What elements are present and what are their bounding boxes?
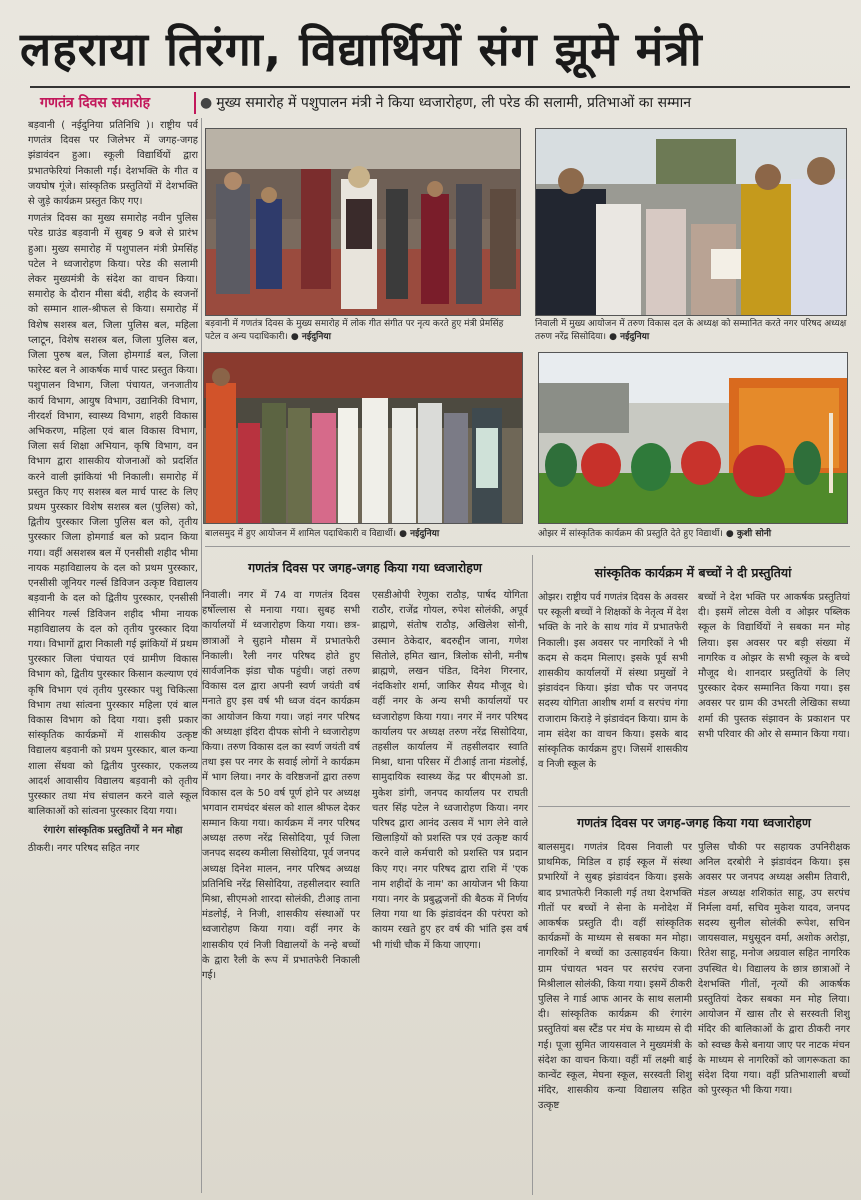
headline-rule	[30, 86, 850, 88]
left-column-story	[28, 118, 198, 1198]
left-para-3: ठीकरी। नगर परिषद सहित नगर	[28, 842, 140, 854]
balsamud-heading: गणतंत्र दिवस पर जगह-जगह किया गया ध्वजारोहण	[538, 813, 850, 833]
left-para-2: गणतंत्र दिवस का मुख्य समारोह नवीन पुलिस परेड ग्राउंड बड़वानी में सुबह 9 बजे से प्रारंभ हुआ। मुख्य समारोह में पशुपालन मंत्री प्रेमसिंह पटेल ने ध्वजारोहण किया। परेड की सलामी लेकर मुख्यमंत्री के संदेश का वाचन किया। समारोह के दौरान मीसा बंदी, शहीद के स्वजनों को सम्मान शाल-श्रीफल से किया। समारोह में विशेष सशस्त्र बल, जिला पुलिस बल, महिला प्लाटून, विशेष सशस्त्र बल, जिला पुलिस बल, जिला पुरुष बल, जिला होमगार्ड बल, जिला फारेस्ट बल ने आकर्षक मार्च पास्ट प्रस्तुत किया। पशुपालन विभाग, जिला पंचायत, जनजातीय कार्य विभाग, आयुष विभाग, उद्यानिकी विभाग, नीरदर्श विभाग, स्वास्थ्य विभाग, शहरी विकास अभिकरण, महिला एवं बाल विकास विभाग, जिला सर्व शिक्षा अभियान, कृषि विभाग, वन विभाग द्वारा शासकीय योजनाओं को प्रदर्शित करने वाली झांकियां भी निकाली। समारोह में प्रस्तुत किए गए सशस्त्र बल मार्च पास्ट के लिए प्रथम पुरस्कार विशेष सशस्त्र बल (पुलिस) को, द्वितीय पुरस्कार जिला पुलिस बल को, तृतीय पुरस्कार जिला होमगार्ड बल को प्रदान किया गया। वहीं असशस्त्र बल में एनसीसी शहीद भीमा नायक महाविद्यालय के दल को प्रथम पुरस्कार, एनसीसी जूनियर गर्ल्स डिविजन उत्कृष्ट विद्यालय बड़वानी के दल को द्वितीय पुरस्कार, एनसीसी सीनियर गर्ल्स डिविजन शहीद भीमा नायक महाविद्यालय के दल को तृतीय पुरस्कार दिया गया। विभागों द्वारा निकाली गई झांकियों में प्रथम पुरस्कार जिला पंचायत एवं ग्रामीण विकास विभाग को, द्वितीय पुरस्कार किसान कल्याण एवं कृषि विभाग एवं तृतीय पुरस्कार पशु चिकित्सा विभाग तथा सांत्वना पुरस्कार महिला एवं बाल विकास विभाग को दिया गया। इसी प्रकार सांस्कृतिक कार्यक्रमों में शासकीय उत्कृष्ट विद्यालय बड़वानी को प्रथम पुरस्कार, बाल कन्या शाला सेंधवा को द्वितीय पुरस्कार, एकलव्य आदर्श आवासीय विद्यालय बड़वानी को तृतीय पुरस्कार तथा मंच संचालन करने वाले स्कूल बालिकाओं को सांत्वना पुरस्कार दिया गया।	[28, 213, 198, 818]
left-subheading: रंगारंग सांस्कृतिक प्रस्तुतियों ने मन मोहा	[43, 825, 183, 837]
niwali-col-2: एसडीओपी रेणुका राठौड़, पार्षद योगिता राठौर, राजेंद्र गोयल, रुपेश सोलंकी, अपूर्व ब्राह्मणे, संतोष राठौड़, अखिलेश सोनी, उस्मान ठेकेदार, बदरुद्दीन जाना, गणेश सितोले, हमित खान, त्रिलोक सोनी, मनीष ब्राह्मणे, लखन पंडित, दिनेश गिरनार, नंदकिशोर शर्मा, जाकिर सैयद मौजूद थे। वहीं नगर के अन्य सभी कार्यालयों पर ध्वजारोहण किया गया। नगर में नगर परिषद कार्यालय पर अध्यक्ष तरुण नरेंद्र सिसोदिया, तहसील कार्यालय में तहसीलदार स्वाति मिश्रा, थाना परिसर में टीआई ताना मंडलोई, सामुदायिक स्वास्थ्य केंद्र पर बीएमओ डा. मुकेश डांगी, जनपद कार्यालय पर राघती चतर सिंह पटेल ने ध्वजारोहण किया। नगर परिषद द्वारा आनंद उत्सव में भाग लेने वाले खिलाड़ियों को प्रशस्ति पत्र एवं उत्कृष्ट कार्य करने वाले कर्मचारी को प्रशस्ति पत्र प्रदान किए गए। नगर परिषद द्वारा राशि में 'एक नाम शहीदों के नाम' का आयोजन भी किया गया। नगर के प्रबुद्धजनों की बैठक में निर्णय लिया गया था कि झंडावंदन की परंपरा को कायम रखते हुए हर वर्ष की भांति इस वर्ष भी गांधी चौक में किया जाएगा।	[372, 590, 528, 951]
ojhar-col-2: बच्चों ने देश भक्ति पर आकर्षक प्रस्तुतियां दी। इसमें लोटस वेली व ओझर पब्लिक स्कूल के विद्यार्थियों ने सबका मन मोह लिया। इस अवसर पर बड़ी संख्या में नागरिक व ओझर के सभी स्कूल के बच्चे मौजूद थे। शानदार प्रस्तुतियों के लिए पुरस्कार देकर सम्मानित किया गया। इस अवसर पर ग्राम की उभरती लेखिका सध्या शर्मा की पुस्तक संझावन के प्रकाशन पर सभी परिवार की ओर से सम्मान किया गया।	[698, 592, 850, 740]
headline: लहराया तिरंगा, विद्यार्थियों संग झूमे मंत्री	[20, 22, 703, 76]
caption-4-credit: कुशी सोनी	[736, 529, 772, 539]
photo-caption-1: बड़वानी में गणतंत्र दिवस के मुख्य समारोह में लोक गीत संगीत पर नृत्य करते हुए मंत्री प्रेमसिंह पटेल व अन्य पदाधिकारी। ● नईदुनिया	[205, 319, 504, 342]
photo-caption-4: ओझर में सांस्कृतिक कार्यक्रम की प्रस्तुति देते हुए विद्यार्थी। ● कुशी सोनी	[538, 529, 772, 539]
caption-1-credit: नईदुनिया	[301, 332, 331, 342]
section-rule-2	[538, 806, 850, 807]
subheadline: ● मुख्य समारोह में पशुपालन मंत्री ने किया ध्वजारोहण, ली परेड की सलामी, प्रतिभाओं का सम्मान	[200, 95, 692, 111]
caption-4-text: ओझर में सांस्कृतिक कार्यक्रम की प्रस्तुति देते हुए विद्यार्थी।	[538, 529, 723, 539]
caption-2-text: निवाली में मुख्य आयोजन में तरुण विकास दल के अध्यक्ष को सम्मानित करते नगर परिषद अध्यक्ष तरुण नरेंद्र सिसोदिया।	[535, 319, 847, 342]
caption-3-text: बालसमुद में हुए आयोजन में शामिल पदाधिकारी व विद्यार्थी।	[205, 529, 397, 539]
ojhar-heading: सांस्कृतिक कार्यक्रम में बच्चों ने दी प्रस्तुतियां	[538, 563, 848, 583]
photo-caption-2: निवाली में मुख्य आयोजन में तरुण विकास दल के अध्यक्ष को सम्मानित करते नगर परिषद अध्यक्ष तरुण नरेंद्र सिसोदिया। ● नईदुनिया	[535, 319, 847, 342]
section-kicker: गणतंत्र दिवस समारोह	[40, 92, 196, 114]
balsamud-col-1: बालसमुद। गणतंत्र दिवस निवाली पर प्राथमिक, मिडिल व हाई स्कूल में संस्था प्रभारियों ने सुबह झंडावंदन किया। इसके बाद प्रभातफेरी निकाली गई तथा देशभक्ति गीतों पर बच्चों ने सेना के मनोदेश में आकर्षक प्रस्तुति दी। वहीं सांस्कृतिक कार्यक्रमों के माध्यम से सबका मन मोहा। नागरिकों ने बच्चों का उत्साहवर्धन किया। ग्राम पंचायत भवन पर सरपंच रजना मिश्रीलाल सोलंकी, किया गया। इसमें ठीकरी पुलिस ने गार्ड आफ आनर के साथ सलामी दी। सांस्कृतिक कार्यक्रम की रंगारंग प्रस्तुतियां बस स्टैंड पर मंच के माध्यम से दी गई। पूजा सुमित जायसवाल ने मुख्यमंत्री के संदेश का वाचन किया। वहीं माँ लक्ष्मी बाई कान्वेंट स्कूल, मेघना स्कूल, सरस्वती शिशु मंदिर, शासकीय कन्या विद्यालय सहित उत्कृष्ट	[538, 842, 692, 1112]
photo-minister-dancing	[205, 128, 521, 316]
ojhar-col-1: ओझर। राष्ट्रीय पर्व गणतंत्र दिवस के अवसर पर स्कूली बच्चों ने शिक्षकों के नेतृत्व में देश भक्ति के नारे के साथ गांव में प्रभातफेरी निकाली। इस अवसर पर नागरिकों ने भी कदम से कदम मिलाए। इसके पूर्व सभी शासकीय कार्यालयों में संस्था प्रमुखों ने झंडावंदन किया। झंडा चौक पर जनपद सदस्य योगिता आशीष शर्मा व सरपंच गंगा राजाराम किराड़े ने झंडावंदन किया। ग्राम के नाम संदेश का वाचन किया। इसके बाद सांस्कृतिक कार्यक्रम हुए। जिसमें शासकीय व निजी स्कूल के	[538, 592, 688, 771]
photo-caption-3: बालसमुद में हुए आयोजन में शामिल पदाधिकारी व विद्यार्थी। ● नईदुनिया	[205, 529, 440, 539]
niwali-heading: गणतंत्र दिवस पर जगह-जगह किया गया ध्वजारोहण	[205, 558, 525, 578]
photo-group-officials	[203, 352, 523, 524]
photo-felicitation	[535, 128, 847, 316]
left-para-1: बड़वानी ( नईदुनिया प्रतिनिधि )। राष्ट्रीय पर्व गणतंत्र दिवस पर जिलेभर में जगह-जगह झंडावंदन हुआ। स्कूली विद्यार्थियों द्वारा प्रभातफेरियां निकाली गईं। देशभक्ति के गीत व जयघोष गूंजे। सांस्कृतिक प्रस्तुतियों में देशभक्ति से जुड़े कार्यक्रम प्रस्तुत किए गए।	[28, 120, 198, 208]
subheadline-text: मुख्य समारोह में पशुपालन मंत्री ने किया ध्वजारोहण, ली परेड की सलामी, प्रतिभाओं का सम्मान	[216, 95, 692, 111]
niwali-col-1: निवाली। नगर में 74 वा गणतंत्र दिवस हर्षोल्लास से मनाया गया। सुबह सभी कार्यालयों में ध्वजारोहण किया गया। छत्र-छात्राओं ने सुहाने मौसम में प्रभातफेरी निकाली। रैली नगर परिषद होते हुए सार्वजनिक झंडा चौक पहुंची। जहां तरुण विकास दल द्वारा अपनी स्वर्ण जयंती वर्ष मनाते हुए इस वर्ष भी ध्वज वंदन कार्यक्रम का आयोजन किया गया। जहां नगर परिषद की अध्यक्षा इंदिरा दीपक सोनी ने ध्वजारोहण किया। तरुण विकास दल का स्वर्ण जयंती वर्ष तथा इस पर नगर के सवाई लोगों ने कार्यक्रम में भाग लिया। नगर के वरिष्ठजनों द्वारा तरुण विकास दल के 50 वर्ष पूर्ण होने पर अध्यक्ष भगवान रामचंदर बंसल को शाल श्रीफल देकर सम्मान किया गया। कार्यक्रम में नगर परिषद अध्यक्ष तरुण नरेंद्र सिसोदिया, पूर्व जिला जनपद सदस्य कमीला सिसोदिया, पूर्व जनपद अध्यक्ष दिनेश मालन, नगर परिषद अध्यक्ष प्रतिनिधि नरेंद्र सिसोदिया, तहसीलदार स्वाति मिश्रा, सीएमओ शारदा सोलंकी, टीआइ ताना मंडलोई, ने निजी, शासकीय संस्थाओं पर ध्वजारोहण किया गया। वहीं नगर के शासकीय एवं निजी विद्यालयों के नन्हे बच्चों के द्वारा रैली के रूप में प्रभातफेरी निकाली गई।	[202, 590, 360, 982]
balsamud-col-2: पुलिस चौकी पर सहायक उपनिरीक्षक अनिल दरबोरी ने झंडावंदन किया। इस अवसर पर जनपद अध्यक्ष असीम तिवारी, मंडल अध्यक्ष शशिकांत साहू, उप सरपंच निर्मला वर्मा, सचिव मुकेश यादव, जनपद सदस्य सुनील सोलंकी रूपेश, सचिन जायसवाल, मधुसूदन वर्मा, अशोक अरोड़ा, रितेश साहू, मनोज अग्रवाल सहित नागरिक उपस्थित थे। विद्यालय के छात्र छात्राओं ने देशभक्ति गीतों, नृत्यों की आकर्षक प्रस्तुतियां देकर सबका मन मोह लिया। आयोजन में खास तौर से सरस्वती शिशु मंदिर की बालिकाओं के द्वारा ठीकरी नगर को स्वच्छ कैसे बनाया जाए पर नाटक मंचन के माध्यम से नागरिकों को जागरूकता का संदेश दिया गया। वहीं प्रतिभाशाली बच्चों को पुरस्कृत भी किया गया।	[698, 842, 850, 1097]
caption-1-text: बड़वानी में गणतंत्र दिवस के मुख्य समारोह में लोक गीत संगीत पर नृत्य करते हुए मंत्री प्रेमसिंह पटेल व अन्य पदाधिकारी।	[205, 319, 504, 342]
section-rule	[205, 546, 850, 547]
caption-3-credit: नईदुनिया	[410, 529, 440, 539]
column-divider-2	[532, 555, 533, 1195]
photo-cultural-dance	[538, 352, 848, 524]
caption-2-credit: नईदुनिया	[620, 332, 650, 342]
